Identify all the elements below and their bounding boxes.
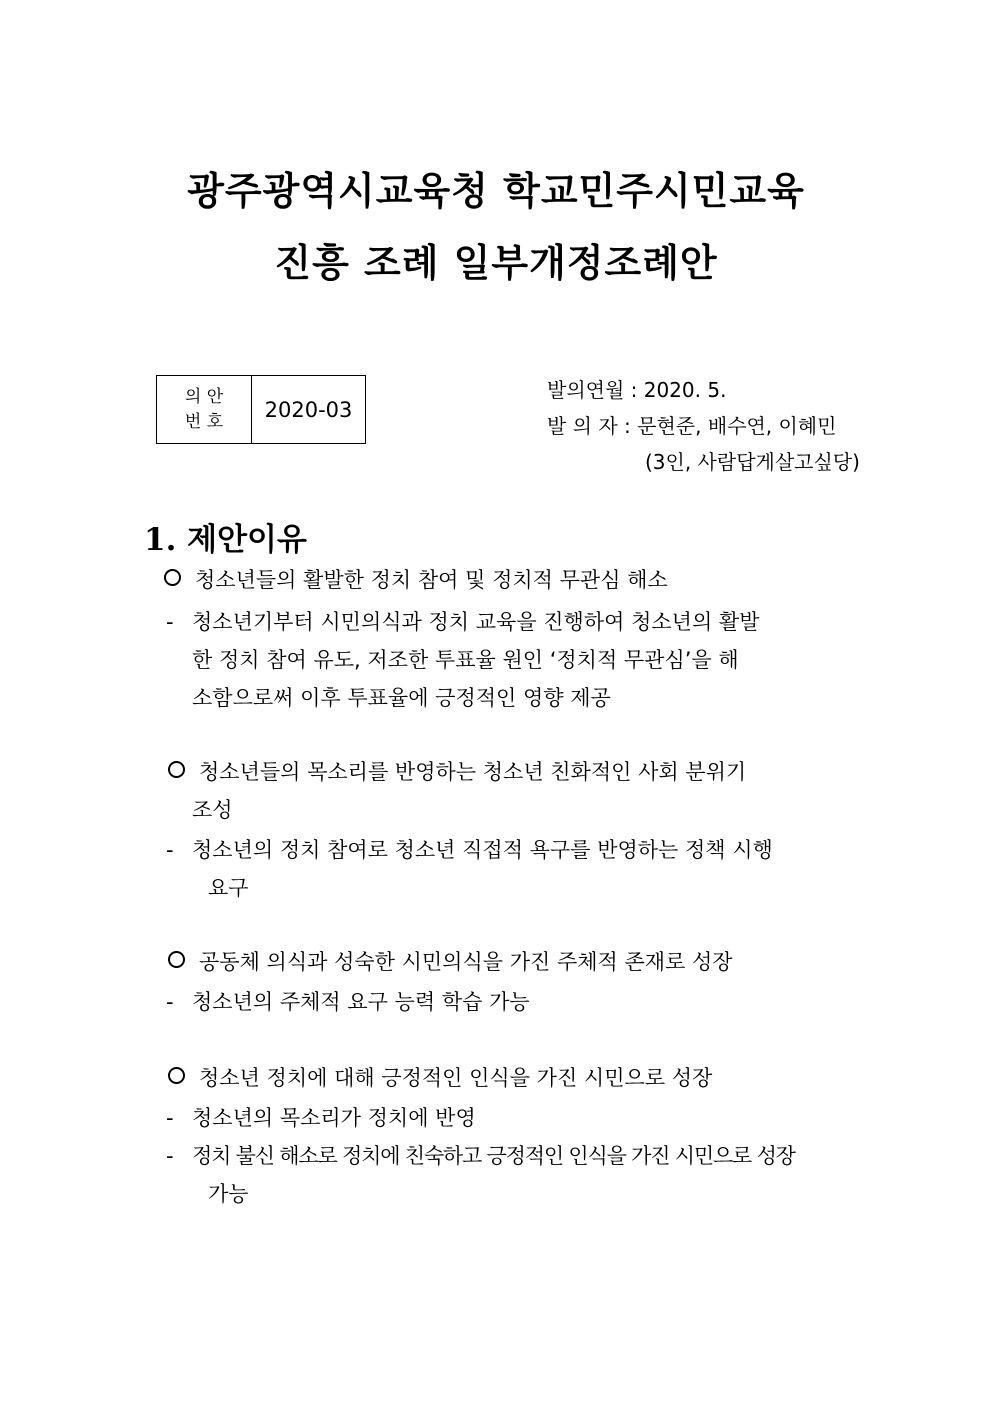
dash-item xyxy=(166,608,760,636)
bullet-item xyxy=(164,566,668,594)
document-title-line-1: 광주광역시교육청 학교민주시민교육 xyxy=(187,168,805,213)
dash-item-continuation: 요구 xyxy=(208,876,249,900)
dash-symbol: - xyxy=(166,1144,173,1168)
dash-item-continuation: 소함으로써 이후 투표율에 긍정적인 영향 제공 xyxy=(192,686,611,710)
circle-bullet-icon xyxy=(168,761,185,778)
dash-symbol: - xyxy=(166,990,174,1014)
bill-number-label-line-2: 번 호 xyxy=(184,411,224,432)
bullet-item-continuation: 조성 xyxy=(192,798,233,822)
bill-number-value: 2020-03 xyxy=(264,397,353,422)
bill-number-box xyxy=(156,375,366,444)
proposers-value: : 문현준, 배수연, 이혜민 xyxy=(624,414,837,438)
dash-item xyxy=(166,836,773,864)
proposers xyxy=(547,410,836,439)
bullet-text: 청소년들의 목소리를 반영하는 청소년 친화적인 사회 분위기 xyxy=(199,760,747,784)
bullet-text: 청소년들의 활발한 정치 참여 및 정치적 무관심 해소 xyxy=(195,568,668,592)
dash-text: 청소년기부터 시민의식과 정치 교육을 진행하여 청소년의 활발 xyxy=(192,610,760,634)
bullet-text: 청소년 정치에 대해 긍정적인 인식을 가진 시민으로 성장 xyxy=(199,1066,713,1090)
proposers-label: 발 의 자 xyxy=(547,414,618,438)
dash-symbol: - xyxy=(166,1106,174,1130)
dash-text: 청소년의 정치 참여로 청소년 직접적 욕구를 반영하는 정책 시행 xyxy=(192,838,773,862)
proposers-note: (3인, 사람답게살고싶당) xyxy=(645,450,860,474)
dash-item xyxy=(166,988,530,1016)
dash-item xyxy=(166,1104,476,1132)
circle-bullet-icon xyxy=(164,569,181,586)
proposal-date-label: 발의연월 xyxy=(547,378,625,402)
circle-bullet-icon xyxy=(168,1067,185,1084)
proposal-date xyxy=(547,374,726,403)
circle-bullet-icon xyxy=(168,951,185,968)
dash-text: 청소년의 목소리가 정치에 반영 xyxy=(192,1106,476,1130)
bill-number-label xyxy=(157,376,252,443)
section-heading: 1. 제안이유 xyxy=(144,522,307,558)
bullet-text: 공동체 의식과 성숙한 시민의식을 가진 주체적 존재로 성장 xyxy=(199,950,733,974)
bullet-item xyxy=(168,948,733,976)
bullet-item xyxy=(168,758,746,786)
dash-symbol: - xyxy=(166,838,174,862)
dash-item xyxy=(166,1142,795,1170)
dash-symbol: - xyxy=(166,610,174,634)
dash-item-continuation: 한 정치 참여 유도, 저조한 투표율 원인 ‘정치적 무관심’을 해 xyxy=(192,648,739,672)
bullet-item xyxy=(168,1064,712,1092)
dash-text: 청소년의 주체적 요구 능력 학습 가능 xyxy=(192,990,530,1014)
dash-text: 정치 불신 해소로 정치에 친숙하고 긍정적인 인식을 가진 시민으로 성장 xyxy=(192,1144,795,1168)
proposal-date-value: : 2020. 5. xyxy=(630,378,727,402)
bill-number-label-line-1: 의 안 xyxy=(184,386,224,407)
document-title-line-2: 진흥 조례 일부개정조례안 xyxy=(274,240,718,285)
dash-item-continuation: 가능 xyxy=(208,1182,249,1206)
